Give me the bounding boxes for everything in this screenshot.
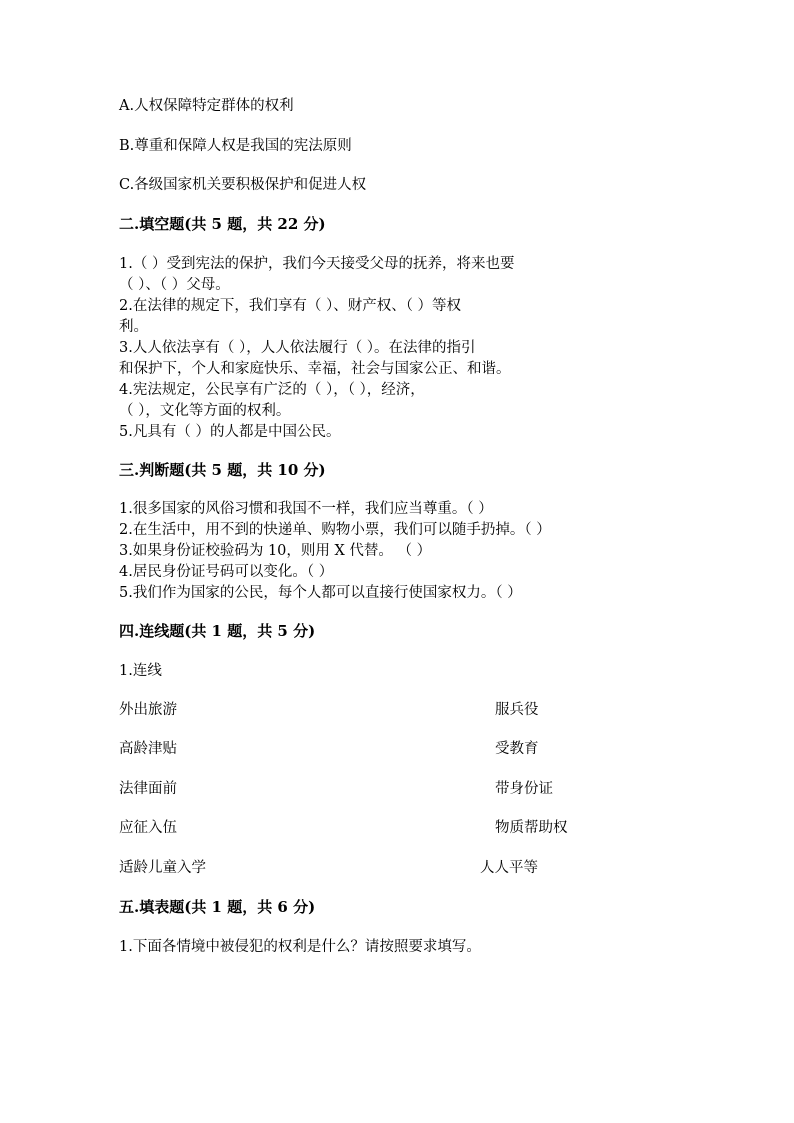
matching-right-item: 服兵役 (495, 702, 539, 718)
fill-blank-line: （ ），文化等方面的权利。 (119, 403, 291, 419)
option-c: C.各级国家机关要积极保护和促进人权 (119, 177, 367, 193)
matching-right-item: 带身份证 (495, 781, 553, 797)
fill-blank-line: 和保护下，个人和家庭快乐、幸福，社会与国家公正、和谐。 (119, 361, 511, 377)
matching-right-item: 物质帮助权 (495, 820, 568, 836)
fill-blank-line: （ ）、（ ）父母。 (119, 277, 230, 293)
matching-left-item: 法律面前 (119, 781, 177, 797)
matching-left-item: 外出旅游 (119, 702, 177, 718)
table-fill-question: 1.下面各情境中被侵犯的权利是什么？请按照要求填写。 (119, 939, 481, 955)
fill-blank-line: 4.宪法规定，公民享有广泛的（ ），（ ），经济， (119, 382, 425, 398)
matching-left-item: 应征入伍 (119, 820, 177, 836)
fill-blank-line: 5.凡具有（ ）的人都是中国公民。 (119, 424, 341, 440)
fill-blank-line: 利。 (119, 319, 148, 335)
section-heading-fill-blank: 二.填空题(共 5 题，共 22 分) (119, 215, 326, 233)
matching-right-item: 受教育 (495, 741, 539, 757)
true-false-line: 4.居民身份证号码可以变化。（ ） (119, 564, 334, 580)
section-heading-table-fill: 五.填表题(共 1 题，共 6 分) (119, 898, 316, 916)
true-false-line: 3.如果身份证校验码为 10，则用 X 代替。 （ ） (119, 543, 432, 559)
fill-blank-line: 3.人人依法享有（ ），人人依法履行（ ）。在法律的指引 (119, 340, 476, 356)
section-heading-matching: 四.连线题(共 1 题，共 5 分) (119, 622, 316, 640)
section-heading-true-false: 三.判断题(共 5 题，共 10 分) (119, 461, 326, 479)
matching-right-item: 人人平等 (480, 860, 538, 876)
matching-left-item: 适龄儿童入学 (119, 860, 206, 876)
true-false-line: 2.在生活中，用不到的快递单、购物小票，我们可以随手扔掉。（ ） (119, 522, 551, 538)
matching-question: 1.连线 (119, 663, 162, 679)
true-false-line: 5.我们作为国家的公民，每个人都可以直接行使国家权力。（ ） (119, 585, 522, 601)
fill-blank-line: 1.（ ）受到宪法的保护，我们今天接受父母的抚养，将来也要 (119, 256, 515, 272)
fill-blank-line: 2.在法律的规定下，我们享有（ ）、财产权、（ ）等权 (119, 298, 462, 314)
option-a: A.人权保障特定群体的权利 (119, 98, 294, 114)
option-b: B.尊重和保障人权是我国的宪法原则 (119, 138, 352, 154)
true-false-line: 1.很多国家的风俗习惯和我国不一样，我们应当尊重。（ ） (119, 501, 493, 517)
matching-left-item: 高龄津贴 (119, 741, 177, 757)
